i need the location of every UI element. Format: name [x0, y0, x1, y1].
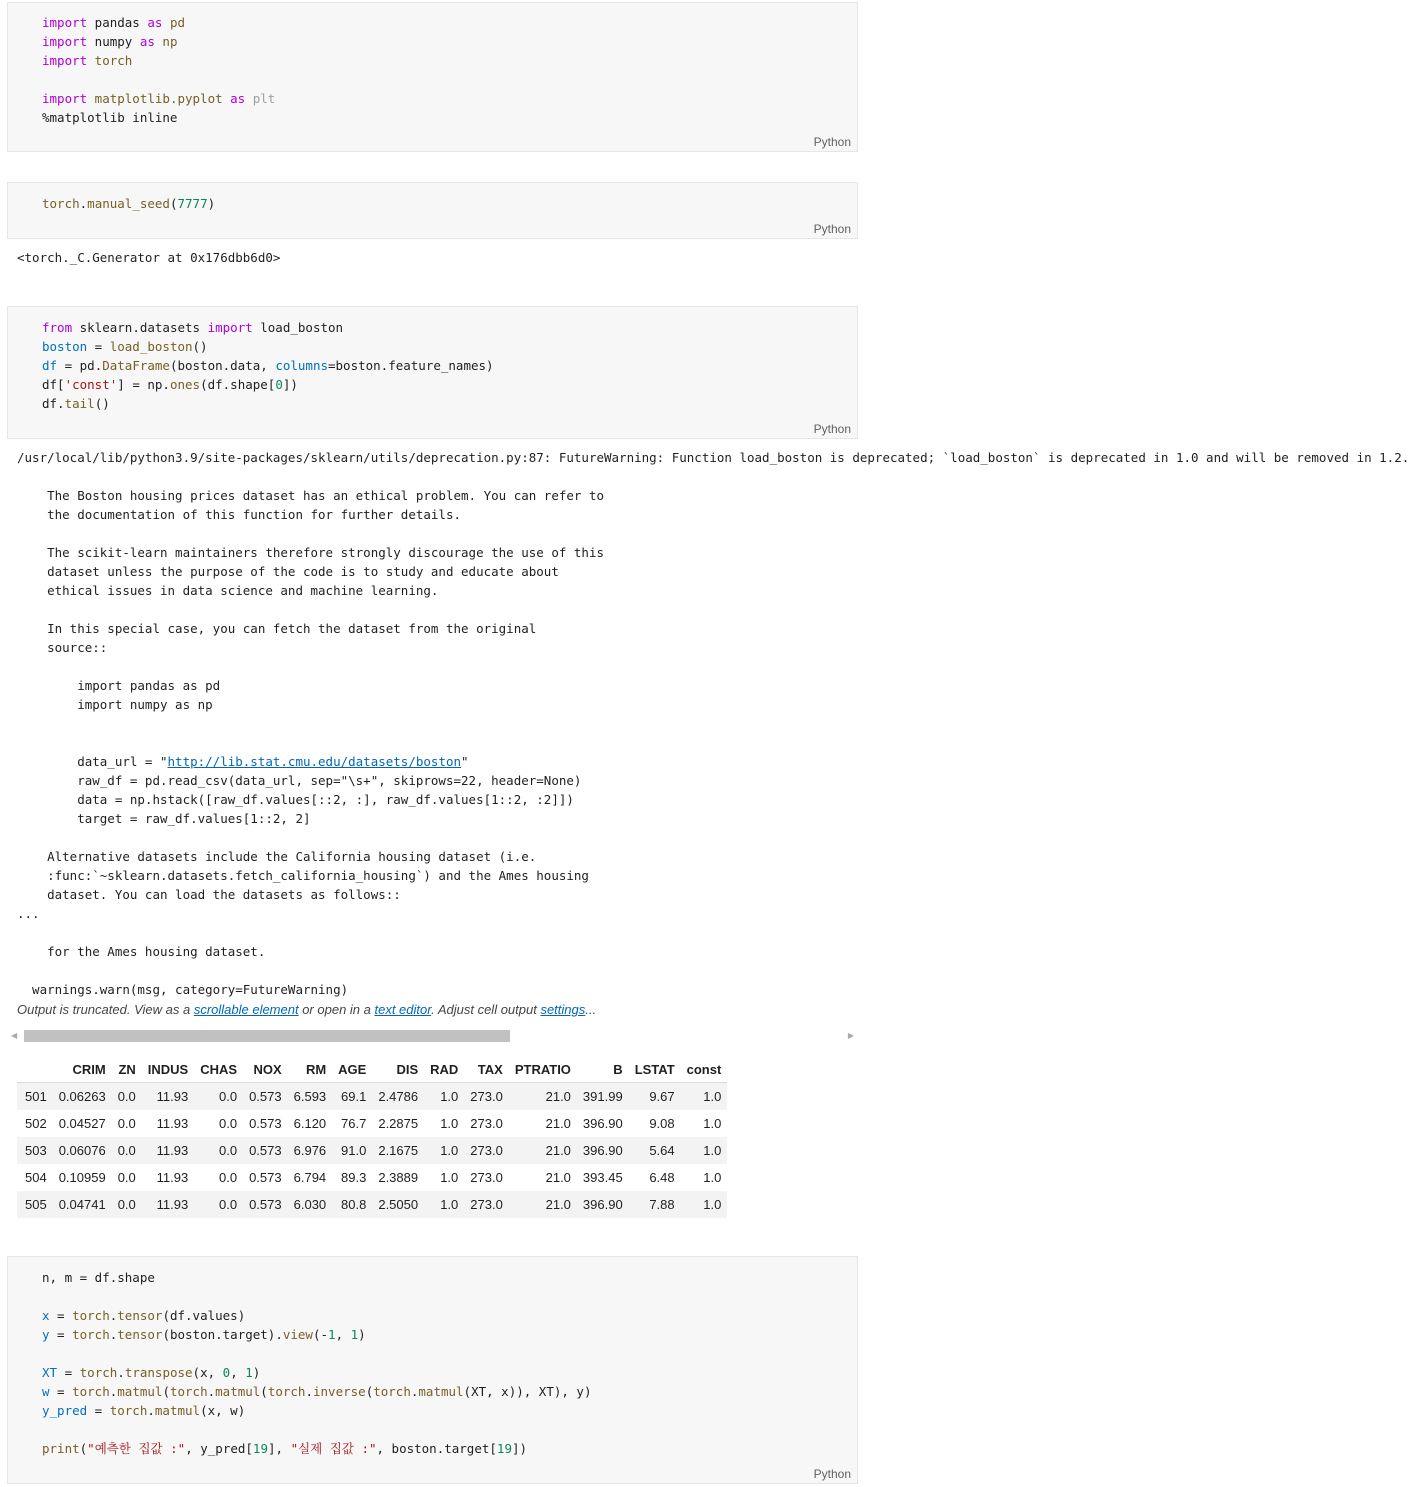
table-cell: 1.0 [424, 1137, 464, 1164]
table-cell: 21.0 [545, 1170, 571, 1185]
code-cell-manual-seed[interactable] [7, 182, 858, 239]
table-cell: 9.08 [649, 1116, 675, 1131]
table-cell: 11.93 [142, 1137, 194, 1164]
table-cell: 7.88 [629, 1191, 681, 1218]
row-index: 503 [17, 1137, 53, 1164]
language-label[interactable]: Python [813, 422, 851, 436]
table-cell: 6.120 [293, 1116, 327, 1131]
table-cell: 1.0 [681, 1137, 728, 1164]
table-cell: 0.573 [243, 1137, 288, 1164]
table-cell: 0.573 [243, 1083, 288, 1111]
text-editor-link[interactable]: text editor [374, 1002, 432, 1017]
scroll-left-icon[interactable]: ◀ [11, 1031, 18, 1040]
row-index: 501 [17, 1083, 53, 1111]
table-cell: 11.93 [142, 1191, 194, 1218]
table-cell: 1.0 [681, 1191, 728, 1218]
table-cell: 0.06263 [53, 1083, 112, 1111]
table-cell: 6.976 [288, 1137, 333, 1164]
table-cell: 0.0 [194, 1083, 243, 1111]
scroll-right-icon[interactable]: ▶ [847, 1031, 854, 1040]
column-header: ZN [112, 1056, 142, 1083]
table-cell: 0.0 [194, 1191, 243, 1218]
table-cell: 6.48 [649, 1170, 675, 1185]
dataframe-table [17, 1056, 727, 1218]
table-cell: 0.0 [219, 1116, 238, 1131]
table-cell: 273.0 [470, 1170, 503, 1185]
table-row [17, 1191, 727, 1218]
table-cell: 0.0 [112, 1083, 142, 1111]
dataset-url-link[interactable]: http://lib.stat.cmu.edu/datasets/boston [167, 754, 462, 769]
table-cell: 0.573 [243, 1191, 288, 1218]
column-header: B [577, 1056, 629, 1083]
column-header: TAX [464, 1056, 509, 1083]
table-cell: 2.5050 [372, 1191, 424, 1218]
table-cell: 0.06076 [53, 1137, 112, 1164]
language-label[interactable]: Python [813, 222, 851, 236]
column-header: INDUS [142, 1056, 194, 1083]
table-cell: 21.0 [509, 1191, 577, 1218]
table-cell: 1.0 [440, 1116, 459, 1131]
horizontal-scrollbar[interactable] [11, 1029, 854, 1043]
column-header: const [681, 1056, 728, 1083]
cell-output-generator: <torch._C.Generator at 0x176dbb6d0> [17, 250, 281, 265]
column-header: CHAS [194, 1056, 243, 1083]
table-cell: 11.93 [156, 1116, 189, 1131]
output-truncation-notice: Output is truncated. View as a scrollable element or open in a text editor. Adjust cell output settings... [17, 1002, 597, 1017]
column-header: AGE [332, 1056, 372, 1083]
scrollable-element-link[interactable]: scrollable element [193, 1002, 299, 1017]
row-index: 505 [17, 1191, 53, 1218]
column-header: DIS [372, 1056, 424, 1083]
table-cell: 89.3 [341, 1170, 367, 1185]
code-editor[interactable]: n, m = df.shape x = torch.tensor(df.values) y = torch.tensor(boston.target).view(-1, 1) XT = torch.transpose(x, 0, 1) w = torch.matmul(torch.matmul(torch.inverse(torch.matmul(XT, x)), XT), y) y_pred = torch.matmul(x, w) print("예측한 집값 :", y_pred[19], "실제 집값 :", boston.target[19]) [42, 1270, 592, 1456]
warning-output: /usr/local/lib/python3.9/site-packages/sklearn/utils/deprecation.py:87: FutureWarning: Function load_boston is deprecated; `load_boston` is deprecated in 1.0 and will be removed in 1.2. The Boston housing prices dataset has an ethical problem. You can refer to the documentation of this function for further details. The scikit-learn maintainers therefore strongly discourage the use of this dataset unless the purpose of the code is to study and educate about ethical issues in data science and machine learning. In this special case, you can fetch the dataset from the original source:: import pandas as pd import numpy as np data_url = "http://lib.stat.cmu.edu/datasets/boston" raw_df = pd.read_csv(data_url, sep="\s+", skiprows=22, header=None) data = np.hstack([raw_df.values[::2, :], raw_df.values[1::2, :2]]) target = raw_df.values[1::2, 2] Alternative datasets include the California housing dataset (i.e. :func:`~sklearn.datasets.fetch_california_housing`) and the Ames housing dataset. You can load the datasets as follows:: ... for the Ames housing dataset. warnings.warn(msg, category=FutureWarning) [17, 450, 1409, 997]
table-cell: 396.90 [577, 1191, 629, 1218]
table-cell: 0.573 [249, 1116, 282, 1131]
code-editor[interactable]: torch.manual_seed(7777) [42, 196, 216, 211]
code-editor[interactable]: from sklearn.datasets import load_boston boston = load_boston() df = pd.DataFrame(boston.data, columns=boston.feature_names) df['const'] = np.ones(df.shape[0]) df.tail() [42, 320, 494, 411]
table-cell: 396.90 [582, 1116, 623, 1131]
column-header: CRIM [53, 1056, 112, 1083]
table-cell: 6.030 [288, 1191, 333, 1218]
table-cell: 1.0 [424, 1083, 464, 1111]
table-cell: 0.0 [112, 1191, 142, 1218]
table-cell: 21.0 [509, 1083, 577, 1111]
table-cell: 0.04527 [58, 1116, 106, 1131]
table-row [17, 1110, 727, 1137]
table-cell: 80.8 [332, 1191, 372, 1218]
code-cell-imports[interactable] [7, 2, 858, 152]
table-cell: 2.1675 [372, 1137, 424, 1164]
table-cell: 273.0 [464, 1137, 509, 1164]
code-cell-load-boston[interactable] [7, 306, 858, 439]
table-cell: 9.67 [629, 1083, 681, 1111]
language-label[interactable]: Python [813, 1467, 851, 1481]
row-index: 504 [25, 1170, 47, 1185]
table-cell: 396.90 [577, 1137, 629, 1164]
table-cell: 2.3889 [378, 1170, 419, 1185]
table-cell: 1.0 [703, 1116, 722, 1131]
table-cell: 1.0 [681, 1083, 728, 1111]
table-cell: 0.0 [117, 1116, 136, 1131]
table-row [17, 1137, 727, 1164]
row-index: 502 [25, 1116, 47, 1131]
column-header: LSTAT [629, 1056, 681, 1083]
table-cell: 0.573 [249, 1170, 282, 1185]
table-cell: 2.4786 [372, 1083, 424, 1111]
table-cell: 273.0 [464, 1191, 509, 1218]
column-header: NOX [243, 1056, 288, 1083]
table-cell: 5.64 [629, 1137, 681, 1164]
table-cell: 1.0 [703, 1170, 722, 1185]
column-header: RAD [424, 1056, 464, 1083]
table-row [17, 1164, 727, 1191]
column-header: RM [288, 1056, 333, 1083]
table-cell: 273.0 [464, 1083, 509, 1111]
settings-link[interactable]: settings [540, 1002, 586, 1017]
language-label[interactable]: Python [813, 135, 851, 149]
column-header [17, 1056, 53, 1083]
table-cell: 11.93 [142, 1083, 194, 1111]
table-cell: 21.0 [509, 1137, 577, 1164]
table-cell: 21.0 [545, 1116, 571, 1131]
table-cell: 391.99 [577, 1083, 629, 1111]
table-cell: 273.0 [470, 1116, 503, 1131]
table-cell: 6.593 [288, 1083, 333, 1111]
table-cell: 11.93 [156, 1170, 189, 1185]
table-cell: 0.0 [117, 1170, 136, 1185]
table-cell: 2.2875 [378, 1116, 419, 1131]
table-cell: 1.0 [440, 1170, 459, 1185]
column-header: PTRATIO [509, 1056, 577, 1083]
code-cell-regression[interactable] [7, 1256, 858, 1484]
table-cell: 1.0 [424, 1191, 464, 1218]
table-cell: 393.45 [582, 1170, 623, 1185]
table-cell: 0.0 [194, 1137, 243, 1164]
table-cell: 6.794 [293, 1170, 327, 1185]
table-cell: 0.0 [112, 1137, 142, 1164]
table-cell: 91.0 [332, 1137, 372, 1164]
table-row [17, 1083, 727, 1111]
code-editor[interactable]: import pandas as pd import numpy as np import torch import matplotlib.pyplot as plt %matplotlib inline [42, 15, 276, 125]
table-cell: 0.10959 [58, 1170, 106, 1185]
table-cell: 0.04741 [53, 1191, 112, 1218]
scrollbar-thumb[interactable] [24, 1030, 510, 1042]
table-cell: 76.7 [341, 1116, 367, 1131]
table-cell: 69.1 [332, 1083, 372, 1111]
table-header-row [17, 1056, 727, 1083]
table-cell: 0.0 [219, 1170, 238, 1185]
